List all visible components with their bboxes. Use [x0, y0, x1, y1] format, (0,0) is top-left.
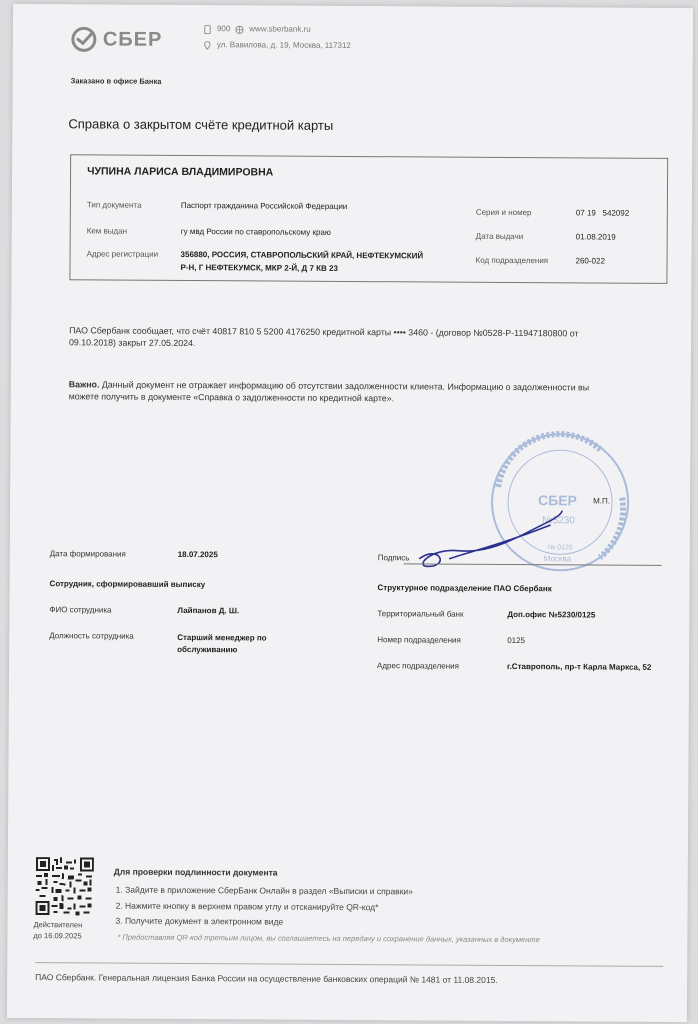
- validity-line-1: Действителен: [33, 920, 83, 930]
- stamp-number: №5230: [541, 515, 575, 527]
- stamp-brand: СБЕР: [538, 492, 577, 509]
- header-address: ул. Вавилова, д. 19, Москва, 117312: [216, 40, 351, 50]
- statement-text: [69, 324, 578, 351]
- bank-value: Доп.офис №5230/0125: [507, 609, 596, 620]
- doc-type-value: Паспорт гражданина Российской Федерации: [180, 200, 348, 211]
- sber-logo-icon: [71, 26, 97, 52]
- fio-value: Лайпанов Д. Ш.: [177, 605, 240, 616]
- globe-icon: [235, 25, 244, 34]
- issue-date-value: 01.08.2019: [575, 232, 616, 242]
- client-info-box: [69, 154, 668, 284]
- position-value: [177, 632, 266, 657]
- issue-date-label: Дата выдачи: [475, 231, 524, 242]
- fio-label: ФИО сотрудника: [49, 605, 112, 615]
- verify-steps: [115, 883, 412, 931]
- stamp-mp: М.П.: [593, 496, 610, 506]
- important-notice: [69, 378, 589, 405]
- location-pin-icon: [203, 41, 212, 50]
- employee-heading: Сотрудник, сформировавший выписку: [49, 579, 206, 590]
- page-title: Справка о закрытом счёте кредитной карты: [68, 116, 334, 133]
- verify-step: 1. Зайдите в приложение СберБанк Онлайн в раздел «Выписки и справки»: [115, 884, 413, 897]
- address-line-1: 356880, РОССИЯ, СТАВРОПОЛЬСКИЙ КРАЙ, НЕФТЕКУМСКИЙ: [180, 249, 424, 261]
- verify-title: Для проверки подлинности документа: [113, 866, 278, 878]
- date-label: Дата формирования: [49, 549, 126, 559]
- qr-code: [36, 857, 94, 915]
- doc-type-label: Тип документа: [86, 200, 142, 210]
- issued-by-label: Кем выдан: [86, 226, 128, 236]
- date-value: 18.07.2025: [177, 549, 218, 560]
- important-line-2: можете получить в документе «Справка о задолженности по кредитной карте».: [68, 391, 395, 404]
- stamp-side: № 0125: [547, 544, 573, 552]
- issued-by-value: гу мвд России по ставропольскому краю: [180, 226, 331, 237]
- verify-step: 3. Получите документ в электронном виде: [115, 915, 284, 927]
- validity-line-2: до 16.09.2025: [33, 931, 82, 941]
- unit-no-label: Номер подразделения: [377, 635, 461, 645]
- address-line-2: Р-Н, Г НЕФТЕКУМСК, МКР 2-Й, Д 7 КВ 23: [180, 262, 338, 273]
- sber-logo: [71, 26, 163, 53]
- stamp-bottom: Москва: [543, 554, 572, 564]
- unit-addr-label: Адрес подразделения: [377, 661, 459, 671]
- footer-license: ПАО Сбербанк. Генеральная лицензия Банка России на осуществление банковских операций № 1481 от 11.08.2015.: [35, 972, 498, 985]
- important-label: Важно.: [68, 379, 100, 390]
- document-page: [7, 4, 693, 1022]
- series-value: 07 19 542092: [575, 208, 630, 218]
- dept-code-label: Код подразделения: [475, 255, 549, 266]
- position-label: Должность сотрудника: [49, 631, 134, 641]
- unit-addr-value: г.Ставрополь, пр-т Карла Маркса, 52: [507, 661, 652, 672]
- client-name: ЧУПИНА ЛАРИСА ВЛАДИМИРОВНА: [87, 165, 274, 179]
- header-website: www.sberbank.ru: [249, 24, 311, 34]
- ordered-note: Заказано в офисе Банка: [70, 76, 162, 86]
- series-label: Серия и номер: [475, 207, 532, 218]
- header-contacts: [203, 21, 351, 54]
- brand-name: СБЕР: [102, 27, 163, 51]
- validity-note: [33, 919, 82, 941]
- statement-line-1: ПАО Сбербанк сообщает, что счёт 40817 810 5 5200 4176250 кредитной карты •••• 3460 - (договор №0528-Р-11947180800 от: [69, 325, 579, 339]
- unit-heading: Структурное подразделение ПАО Сбербанк: [377, 583, 552, 594]
- unit-no-value: 0125: [507, 635, 526, 646]
- verify-footnote: * Предоставляя QR-код третьим лицом, вы соглашаетесь на передачу и сохранение данных, указанных в документе: [117, 932, 540, 945]
- statement-line-2: 09.10.2018) закрыт 27.05.2024.: [69, 337, 196, 349]
- position-line-1: Старший менеджер по: [177, 632, 267, 643]
- footer-divider: [35, 962, 663, 967]
- verify-step: 2. Нажмите кнопку в верхнем правом углу и отсканируйте QR-код*: [115, 900, 379, 912]
- signature-label: Подпись: [377, 553, 410, 563]
- bank-label: Территориальный банк: [377, 609, 464, 619]
- position-line-2: обслуживанию: [177, 644, 238, 655]
- address-label: Адрес регистрации: [86, 249, 159, 259]
- dept-code-value: 260-022: [575, 256, 605, 266]
- phone-icon: [203, 25, 212, 34]
- header-phone: 900: [216, 24, 231, 34]
- important-line-1: Данный документ не отражает информацию об отсутствии задолженности клиента. Информацию о задолженности вы: [99, 379, 590, 393]
